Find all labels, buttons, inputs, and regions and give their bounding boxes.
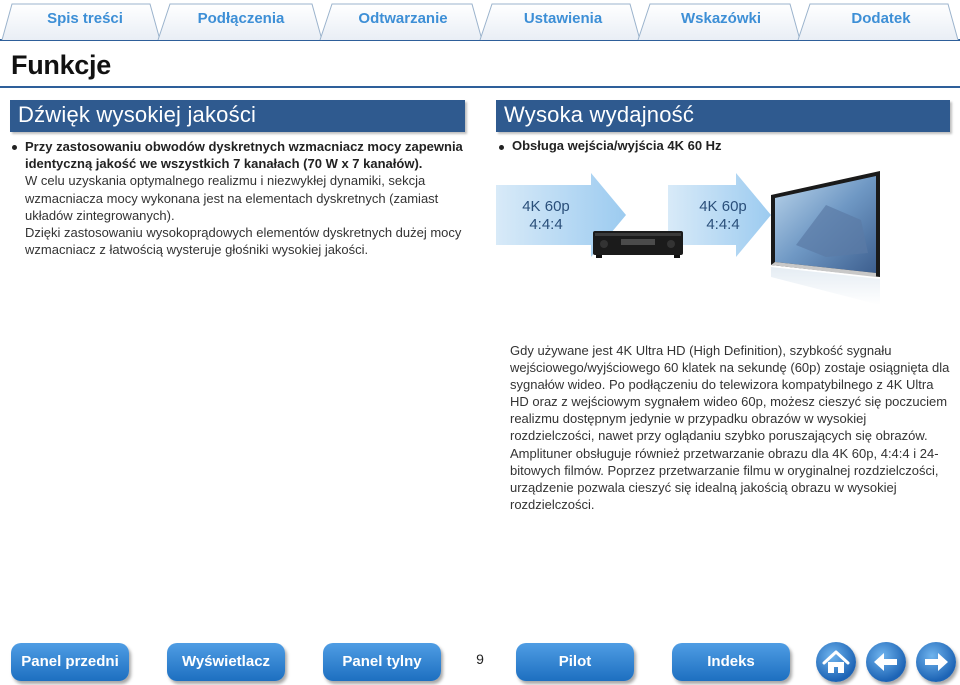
section-header-sound-quality: Dźwięk wysokiej jakości [10,100,465,132]
tab-ustawienia[interactable]: Ustawienia [523,10,603,27]
forward-button[interactable] [916,642,956,682]
input-signal-label [516,198,576,234]
left-paragraph-1: W celu uzyskania optymalnego realizmu i niezwykłej dynamiki, sekcja wzmacniacza mocy wykonana jest na elementach dyskretnych (zamiast układów zintegrowanych). [25,173,439,223]
home-button[interactable] [816,642,856,682]
tab-wskazowki[interactable]: Wskazówki [680,10,762,27]
page-number: 9 [476,651,484,667]
front-panel-button[interactable]: Panel przedni [11,643,129,681]
back-button[interactable] [866,642,906,682]
tab-podlaczenia[interactable]: Podłączenia [197,10,285,27]
remote-button[interactable]: Pilot [516,643,634,681]
left-bullet: Przy zastosowaniu obwodów dyskretnych wzmacniacz mocy zapewnia identyczną jakość we wszystkich 7 kanałach (70 W x 7 kanałów). [10,138,475,172]
section-header-performance: Wysoka wydajność [496,100,950,132]
tab-spis-tresci[interactable]: Spis treści [47,10,123,27]
display-button[interactable]: Wyświetlacz [167,643,285,681]
arrow-right-icon [916,642,956,682]
right-paragraph-1: Gdy używane jest 4K Ultra HD (High Definition), szybkość sygnału wejściowego/wyjściowego 60 klatek na sekundę (60p) zostaje osiągnięta dla sygnałów wideo. Po podłączeniu do telewizora kompatybilnego z 4K Ultra HD oraz z wejściowym sygnałem wideo 60p, możesz cieszyć się poczuciem realizmu dostępnym jedynie w przypadku obrazów w wysokiej rozdzielczości, nawet przy oglądaniu szybko poruszających się obrazów. [510,343,950,444]
title-divider [0,86,960,88]
top-tab-bar [0,0,960,42]
right-paragraph-2: Amplituner obsługuje również przetwarzanie obrazu dla 4K 60p, 4:4:4 i 24-bitowych filmów. Poprzez przetwarzanie filmu w oryginalnej rozdzielczości, urządzenie pozwala cieszyć się idealną jakością obrazu w wysokiej rozdzielczości. [510,445,939,512]
right-bullet: Obsługa wejścia/wyjścia 4K 60 Hz [497,138,722,153]
input-chroma: 4:4:4 [529,216,563,233]
arrow-left-icon [866,642,906,682]
left-paragraph-2: Dzięki zastosowaniu wysokoprądowych elementów dyskretnych dużej mocy wzmacniacz z łatwością wysteruje głośniki wysokiej jakości. [25,225,462,258]
signal-illustration [496,165,906,310]
input-resolution: 4K 60p [522,198,570,215]
right-section-body [510,342,950,513]
receiver-device [593,231,683,258]
output-signal-label [693,198,753,234]
index-button[interactable]: Indeks [672,643,790,681]
page-title: Funkcje [11,50,111,80]
left-section-body [10,138,475,258]
home-icon [816,642,856,682]
tab-odtwarzanie[interactable]: Odtwarzanie [358,10,448,27]
output-resolution: 4K 60p [699,198,747,215]
output-chroma: 4:4:4 [706,216,740,233]
tv-screen [771,171,880,305]
signal-flow-graphic [496,165,906,310]
rear-panel-button[interactable]: Panel tylny [323,643,441,681]
tab-dodatek[interactable]: Dodatek [851,10,911,27]
